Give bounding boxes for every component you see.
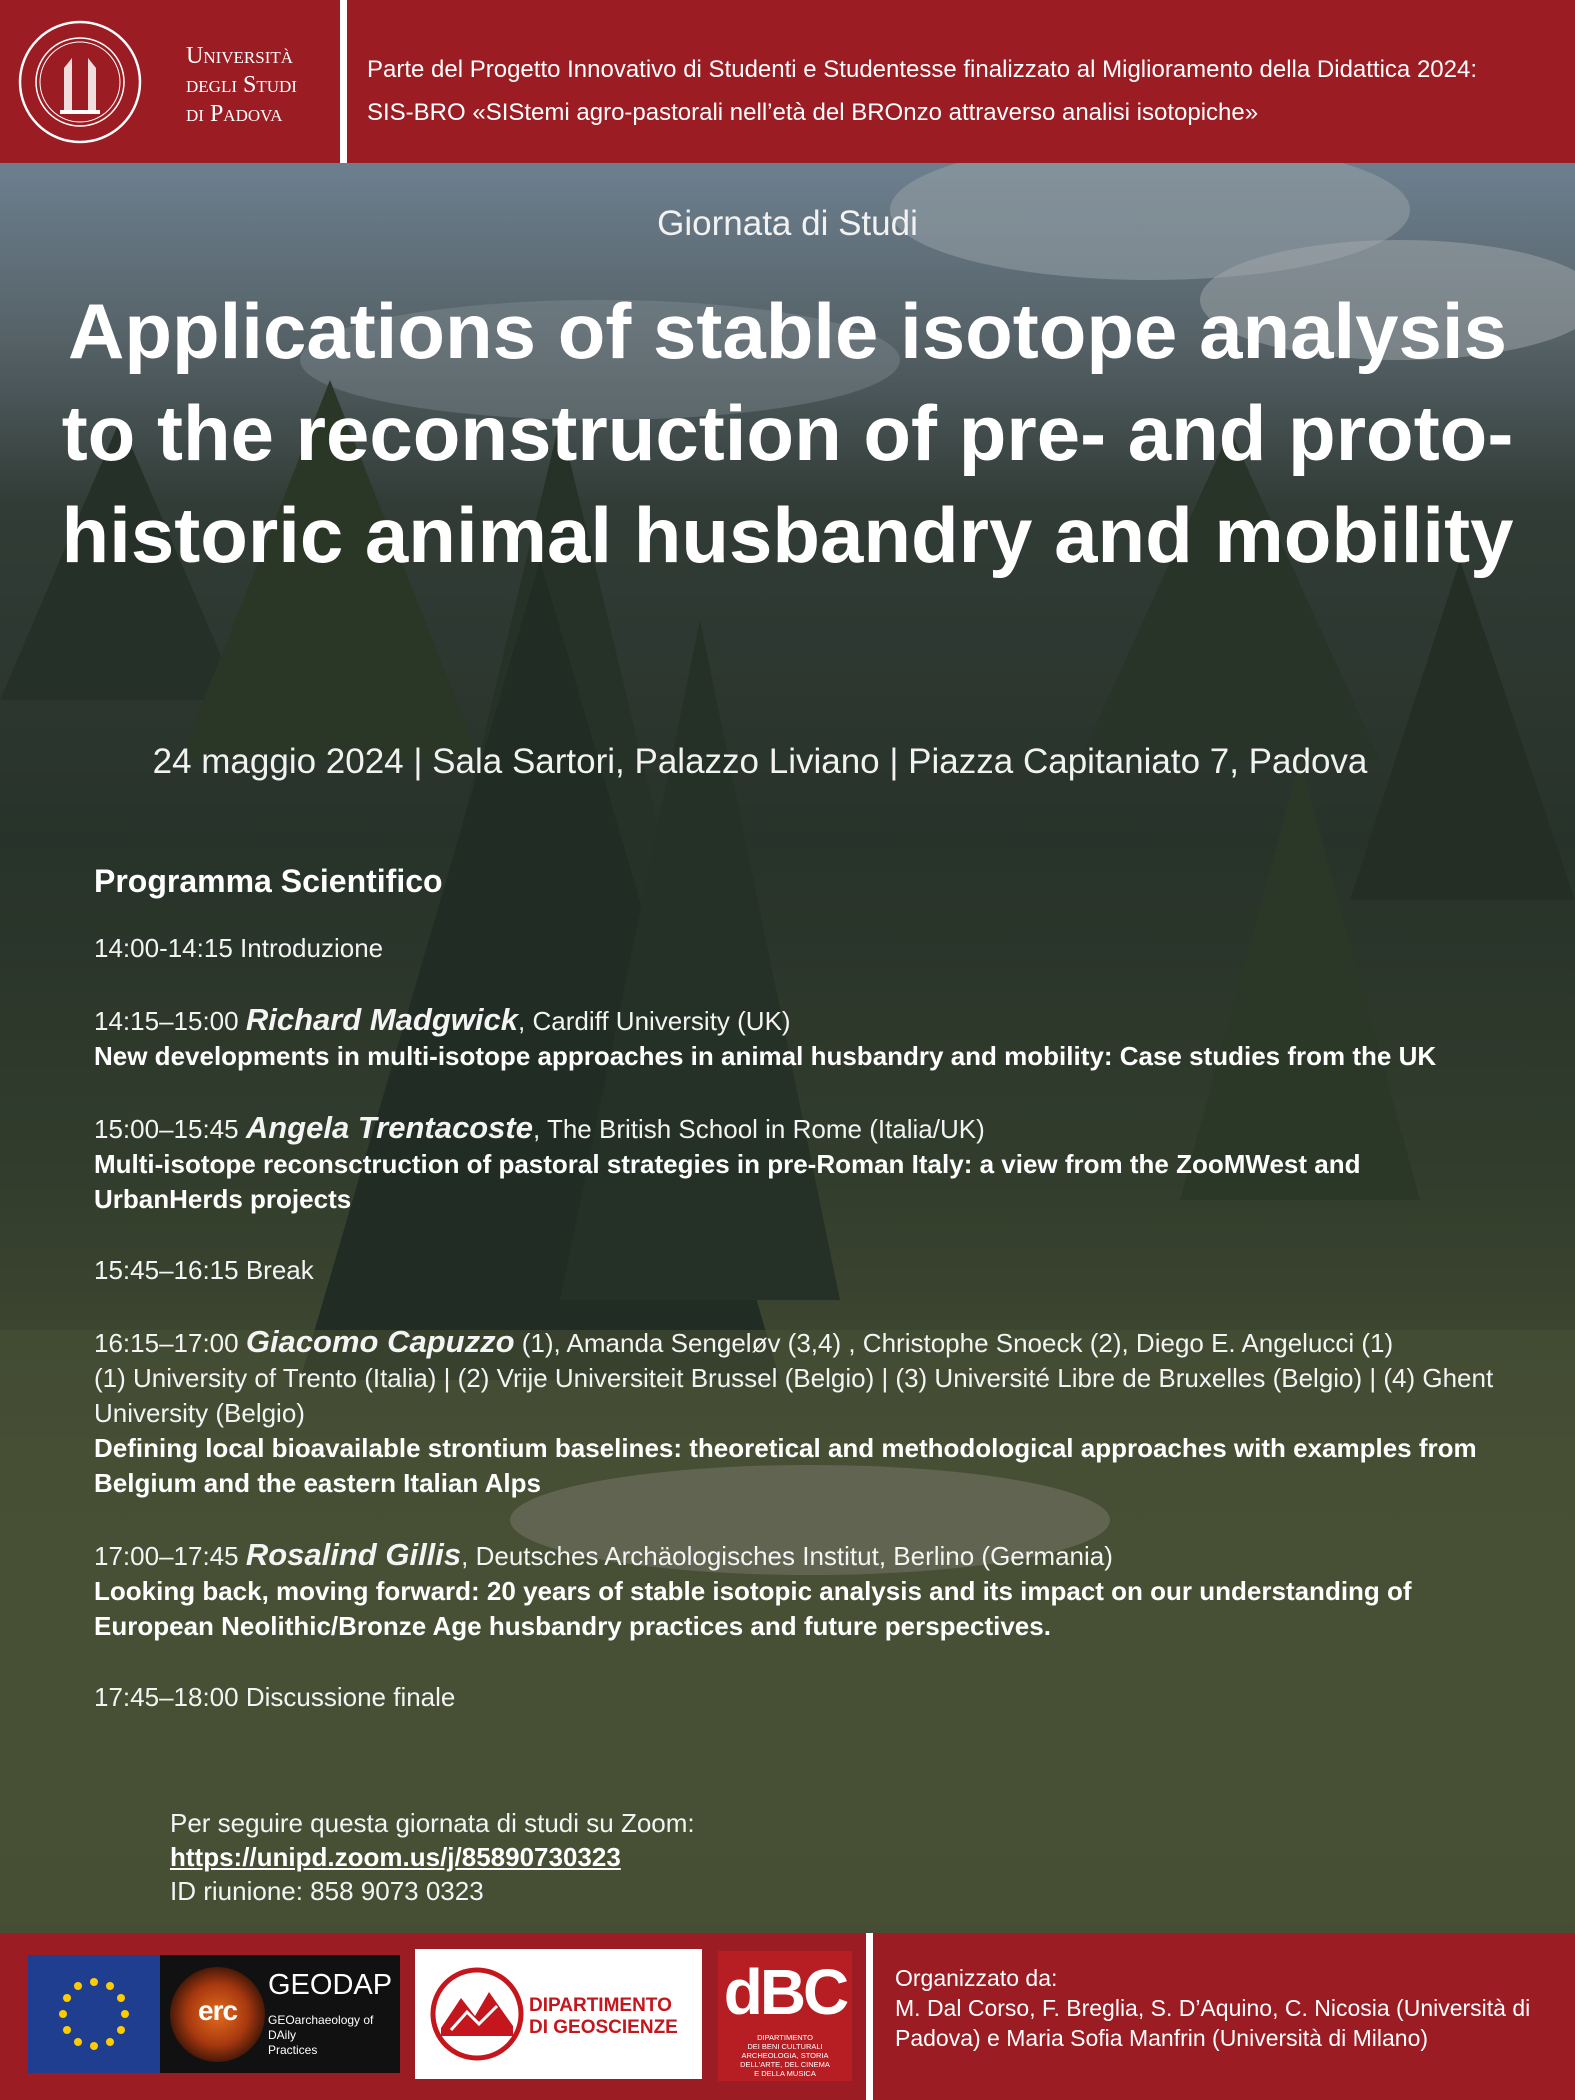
university-name (186, 42, 297, 129)
geodap-subtitle: GEOarchaeology of DAily Practices (268, 2013, 374, 2057)
program-item (94, 1110, 1514, 1217)
zoom-info (170, 1806, 695, 1908)
program-label: Introduzione (240, 933, 384, 963)
program-item (94, 1680, 1514, 1715)
program-time: 16:15–17:00 (94, 1328, 239, 1358)
geoscienze-label: DIPARTIMENTO DI GEOSCIENZE (529, 1995, 678, 2038)
erc-geodap-logo (160, 1955, 400, 2073)
program-speaker: Angela Trentacoste (245, 1110, 533, 1145)
program-talk-title: Looking back, moving forward: 20 years of stable isotopic analysis and its impact on our understanding of European Neolithic/Bronze Age husbandry practices and future perspectives. (94, 1576, 1412, 1641)
program-time: 15:00–15:45 (94, 1114, 239, 1144)
organizers-block (895, 1963, 1555, 2053)
eu-stars-icon (28, 1955, 160, 2073)
geoscienze-emblem-icon (427, 1964, 527, 2064)
program-heading: Programma Scientifico (94, 863, 443, 899)
program-time: 17:00–17:45 (94, 1541, 239, 1571)
zoom-link[interactable]: https://unipd.zoom.us/j/85890730323 (170, 1842, 621, 1872)
program-affiliation: (1), Amanda Sengeløv (3,4) , Christophe Snoeck (2), Diego E. Angelucci (1) (514, 1328, 1394, 1358)
erc-label: erc (198, 1995, 238, 2026)
event-title: Applications of stable isotope analysis to the reconstruction of pre- and proto-historic animal husbandry and mobility (61, 287, 1514, 579)
footer-divider (866, 1933, 873, 2100)
zoom-meeting-id: ID riunione: 858 9073 0323 (170, 1876, 484, 1906)
geodap-title: GEODAP (268, 1969, 393, 2001)
event-subtitle: Giornata di Studi (657, 204, 918, 243)
university-name-line: degli Studi (186, 72, 297, 98)
dbc-logo (718, 1951, 852, 2081)
header-divider (340, 0, 347, 163)
program-label: Discussione finale (245, 1682, 456, 1712)
program-affiliation: , Cardiff University (UK) (518, 1006, 791, 1036)
program-item (94, 931, 1514, 966)
program-item (94, 1002, 1514, 1074)
dbc-subtitle: DIPARTIMENTO DEI BENI CULTURALI ARCHEOLOGIA, STORIA DELL'ARTE, DEL CINEMA E DELLA MUSICA (740, 2033, 830, 2078)
program-time: 15:45–16:15 (94, 1255, 239, 1285)
footer-bar (0, 1933, 1575, 2100)
header-bar (0, 0, 1575, 163)
program-time: 14:00-14:15 (94, 933, 233, 963)
dbc-label: dBC (723, 1956, 847, 2028)
program-talk-title: Defining local bioavailable strontium baselines: theoretical and methodological approaches with examples from Belgium and the eastern Italian Alps (94, 1433, 1477, 1498)
program-talk-title: New developments in multi-isotope approaches in animal husbandry and mobility: Case studies from the UK (94, 1041, 1437, 1071)
program-speaker: Richard Madgwick (245, 1002, 519, 1037)
organizers-list: M. Dal Corso, F. Breglia, S. D’Aquino, C. Nicosia (Università di Padova) e Maria Sofia Manfrin (Università di Milano) (895, 1995, 1531, 2051)
program-affiliations-list: (1) University of Trento (Italia) | (2) Vrije Universiteit Brussel (Belgio) | (3) Université Libre de Bruxelles (Belgio) | (4) Ghent University (Belgio) (94, 1363, 1494, 1428)
project-line-1: Parte del Progetto Innovativo di Studenti e Studentesse finalizzato al Miglioramento della Didattica 2024: (367, 56, 1477, 83)
program-item (94, 1537, 1514, 1644)
program-item (94, 1253, 1514, 1288)
program-affiliation: , The British School in Rome (Italia/UK) (532, 1114, 985, 1144)
organizers-heading: Organizzato da: (895, 1965, 1058, 1991)
program-time: 14:15–15:00 (94, 1006, 239, 1036)
project-description (367, 48, 1557, 134)
program-talk-title: Multi-isotope reconsctruction of pastoral strategies in pre-Roman Italy: a view from the ZooMWest and UrbanHerds projects (94, 1149, 1361, 1214)
university-name-line: di Padova (186, 101, 283, 127)
project-line-2: SIS-BRO «SIStemi agro-pastorali nell’età del BROnzo attraverso analisi isotopiche» (367, 99, 1259, 126)
zoom-intro: Per seguire questa giornata di studi su Zoom: (170, 1808, 695, 1838)
event-dateline: 24 maggio 2024 | Sala Sartori, Palazzo Liviano | Piazza Capitaniato 7, Padova (152, 742, 1368, 781)
program-label: Break (245, 1255, 314, 1285)
university-seal-icon (16, 18, 144, 146)
program-affiliation: , Deutsches Archäologisches Institut, Berlino (Germania) (461, 1541, 1113, 1571)
program-time: 17:45–18:00 (94, 1682, 239, 1712)
program-speaker: Rosalind Gillis (245, 1537, 462, 1572)
program-section (94, 864, 1514, 1751)
program-speaker: Giacomo Capuzzo (245, 1324, 515, 1359)
geoscienze-logo (415, 1949, 702, 2079)
eu-flag-logo (28, 1955, 160, 2073)
university-name-line: Università (186, 43, 294, 69)
program-item (94, 1324, 1514, 1501)
